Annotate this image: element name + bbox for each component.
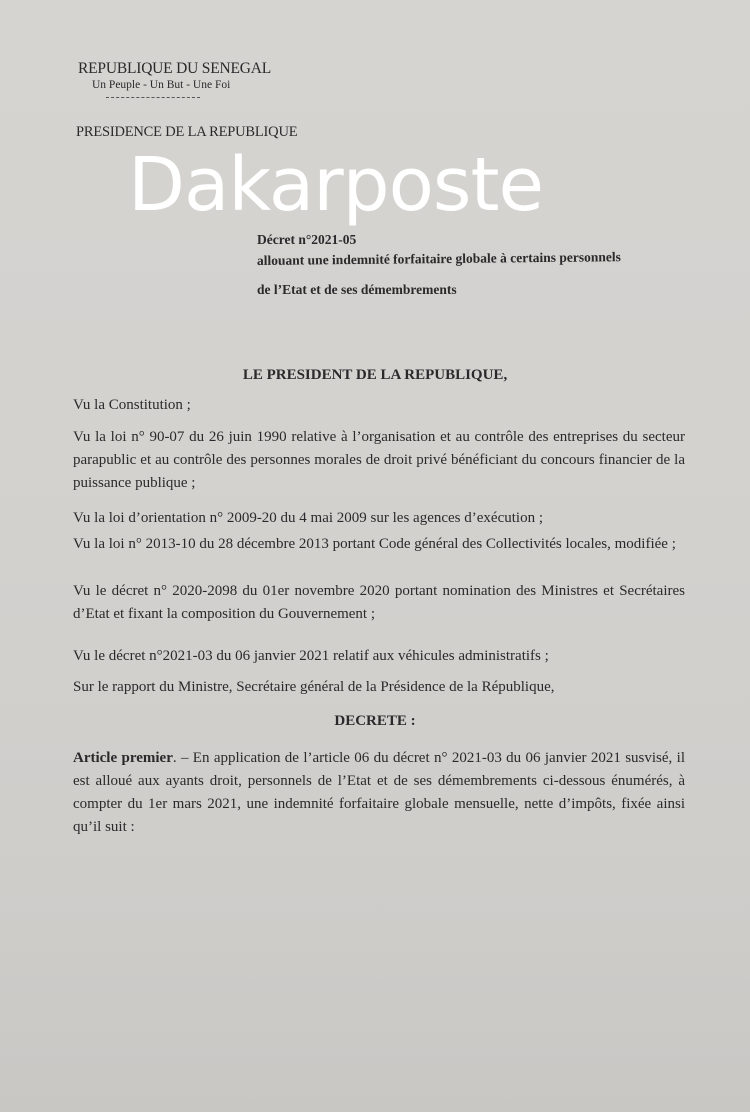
consideration: Sur le rapport du Ministre, Secrétaire général de la Présidence de la République, [73, 679, 555, 695]
country-name: REPUBLIQUE DU SENEGAL [78, 60, 271, 77]
national-motto: Un Peuple - Un But - Une Foi [92, 79, 231, 91]
header-divider [106, 97, 200, 98]
decrees-heading: DECRETE : [334, 713, 416, 729]
consideration: Vu la loi n° 90-07 du 26 juin 1990 relative à l’organisation et au contrôle des entreprises du secteur parapublic et au contrôle des personnes morales de droit privé bénéficiant du concours financier de la puissance publique ; [73, 429, 685, 491]
article-1 [73, 747, 685, 839]
consideration: Vu la loi n° 2013-10 du 28 décembre 2013 portant Code général des Collectivités locales, modifiée ; [73, 536, 676, 552]
watermark: Dakarposte [128, 142, 543, 228]
article-1-text: . – En application de l’article 06 du décret n° 2021-03 du 06 janvier 2021 susvisé, il est alloué aux ayants droit, personnels de l’Etat et de ses démembrements ci-dessous énumérés, à compter du 1er mars 2021, une indemnité forfaitaire globale mensuelle, nette d’impôts, fixée ainsi qu’il suit : [73, 750, 685, 835]
consideration: Vu la Constitution ; [73, 397, 191, 413]
consideration: Vu la loi d’orientation n° 2009-20 du 4 mai 2009 sur les agences d’exécution ; [73, 510, 543, 526]
preamble-heading: LE PRESIDENT DE LA REPUBLIQUE, [242, 367, 508, 383]
article-1-label: Article premier [73, 750, 173, 766]
consideration: Vu le décret n° 2020-2098 du 01er novembre 2020 portant nomination des Ministres et Secrétaires d’Etat et fixant la composition du Gouvernement ; [73, 583, 685, 622]
issuing-office: PRESIDENCE DE LA REPUBLIQUE [76, 124, 298, 140]
decree-title-line1: allouant une indemnité forfaitaire globale à certains personnels [256, 249, 621, 268]
consideration: Vu le décret n°2021-03 du 06 janvier 2021 relatif aux véhicules administratifs ; [73, 648, 549, 664]
decree-title-line2: de l’Etat et de ses démembrements [257, 282, 457, 297]
decree-number: Décret n°2021-05 [257, 232, 357, 247]
